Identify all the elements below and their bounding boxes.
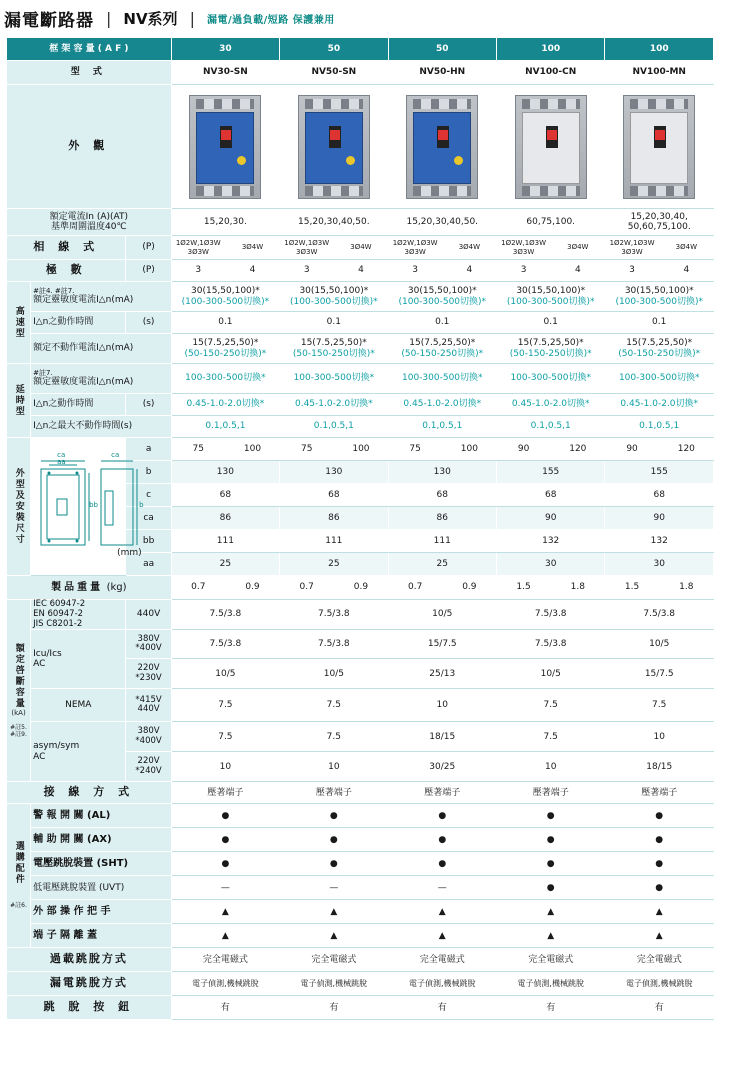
bc-value: 7.5/3.8 [171, 630, 279, 659]
hs-op-label: I△n之動作時間 [31, 312, 126, 334]
hs-sens-row [7, 282, 714, 312]
dim-value: 68 [171, 484, 279, 507]
dim-value: 25 [388, 553, 496, 576]
bc-value: 7.5/3.8 [171, 600, 279, 630]
rated-value: 15,20,30,40,50. [388, 209, 496, 236]
dim-row-a [7, 438, 714, 461]
bc-row-1 [7, 600, 714, 630]
leak-value: 電子偵測,機械跳脫 [605, 972, 714, 996]
terminal-value: 壓著端子 [171, 782, 279, 804]
hs-sens-value: 30(15,50,100)* (100-300-500切換)* [388, 282, 496, 312]
poles-value: 4 [225, 260, 279, 282]
hs-sens-value: 30(15,50,100)* (100-300-500切換)* [605, 282, 714, 312]
overload-label: 過載跳脫方式 [7, 948, 172, 972]
bc-value: 7.5 [171, 689, 279, 722]
trip-value: 有 [496, 996, 604, 1020]
bc-value: 7.5 [605, 689, 714, 722]
option-label: 低電壓跳脫裝置 (UVT) [31, 876, 172, 900]
dl-op-label: I△n之動作時間 [31, 394, 126, 416]
option-label: 外 部 操 作 把 手 [31, 900, 172, 924]
weight-value: 0.7 [171, 576, 225, 600]
bc-row-4 [7, 689, 714, 722]
option-value: ▲ [605, 900, 714, 924]
option-value: ● [496, 852, 604, 876]
terminal-value: 壓著端子 [280, 782, 388, 804]
bc-nema: NEMA [31, 689, 126, 722]
hs-non-label: 額定不動作電流I△n(mA) [31, 334, 172, 364]
dl-sens-value: 100-300-500切換* [280, 364, 388, 394]
hs-non-value: 15(7.5,25,50)* (50-150-250切換)* [171, 334, 279, 364]
dim-value: 100 [442, 438, 496, 461]
option-value: — [388, 876, 496, 900]
option-value: ▲ [605, 924, 714, 948]
terminal-row [7, 782, 714, 804]
bc-value: 15/7.5 [605, 659, 714, 689]
dim-value: 90 [605, 507, 714, 530]
hs-sens-value: 30(15,50,100)* (100-300-500切換)* [496, 282, 604, 312]
bc-value: 7.5/3.8 [605, 600, 714, 630]
phase-value: 1Ø2W,1Ø3W 3Ø3W [496, 236, 550, 260]
title-separator: | [106, 8, 112, 28]
af-value: 50 [280, 38, 388, 61]
dim-key: a [126, 438, 171, 461]
dl-op-value: 0.45-1.0-2.0切換* [280, 394, 388, 416]
phase-row [7, 236, 714, 260]
dim-value: 86 [388, 507, 496, 530]
opt-row-sht [7, 852, 714, 876]
model-label: 型 式 [7, 61, 172, 85]
product-photo [605, 85, 714, 209]
poles-value: 4 [334, 260, 388, 282]
dl-sens-label: #註7. 額定靈敏度電流I△n(mA) [31, 364, 172, 394]
dims-category: 外型及安裝尺寸 [7, 438, 31, 576]
option-value: ● [171, 852, 279, 876]
rated-row [7, 209, 714, 236]
option-value: — [171, 876, 279, 900]
dim-key: aa [126, 553, 171, 576]
option-value: — [280, 876, 388, 900]
option-value: ▲ [280, 924, 388, 948]
bc-asym: asym/sym AC [31, 722, 126, 782]
dim-value: 86 [171, 507, 279, 530]
dim-value: 130 [280, 461, 388, 484]
terminal-value: 壓著端子 [388, 782, 496, 804]
weight-value: 1.5 [496, 576, 550, 600]
option-value: ▲ [496, 900, 604, 924]
phase-value: 3Ø4W [551, 236, 605, 260]
model-row [7, 61, 714, 85]
product-photo [496, 85, 604, 209]
diagram-label: aa [57, 457, 66, 466]
dim-value: 30 [496, 553, 604, 576]
poles-value: 3 [388, 260, 442, 282]
option-value: ● [605, 852, 714, 876]
option-value: ● [388, 828, 496, 852]
hs-sens-label: #註4. #註7. 額定靈敏度電流I△n(mA) [31, 282, 172, 312]
weight-value: 1.5 [605, 576, 659, 600]
bc-icu: Icu/Ics AC [31, 630, 126, 689]
dim-value: 68 [605, 484, 714, 507]
poles-value: 3 [171, 260, 225, 282]
option-value: ● [605, 876, 714, 900]
bc-value: 15/7.5 [388, 630, 496, 659]
bc-voltage: 380V *400V [126, 630, 171, 659]
option-value: ● [388, 852, 496, 876]
rated-value: 15,20,30,40, 50,60,75,100. [605, 209, 714, 236]
option-value: ● [280, 828, 388, 852]
hs-non-value: 15(7.5,25,50)* (50-150-250切換)* [280, 334, 388, 364]
option-label: 電壓跳脫裝置 (SHT) [31, 852, 172, 876]
option-label: 輔 助 開 關 (AX) [31, 828, 172, 852]
terminal-value: 壓著端子 [496, 782, 604, 804]
poles-value: 3 [280, 260, 334, 282]
option-value: ▲ [388, 900, 496, 924]
option-value: ● [605, 828, 714, 852]
option-value: ● [496, 828, 604, 852]
breaking-category: 額定啓斷容量 (kA) #註5. #註9. [7, 600, 31, 782]
opt-row-ax [7, 828, 714, 852]
bc-value: 10/5 [496, 659, 604, 689]
hs-op-unit: (s) [126, 312, 171, 334]
dl-max-value: 0.1,0.5,1 [496, 416, 604, 438]
af-value: 100 [496, 38, 604, 61]
weight-value: 1.8 [659, 576, 713, 600]
terminal-value: 壓著端子 [605, 782, 714, 804]
appearance-row [7, 85, 714, 209]
dim-value: 68 [388, 484, 496, 507]
model-value: NV100-MN [605, 61, 714, 85]
bc-value: 10 [605, 722, 714, 752]
page-subtitle: 漏電/過負載/短路 保護兼用 [206, 14, 335, 26]
bc-value: 18/15 [605, 752, 714, 782]
leak-value: 電子偵測,機械跳脫 [496, 972, 604, 996]
poles-value: 4 [551, 260, 605, 282]
hs-op-value: 0.1 [388, 312, 496, 334]
model-value: NV50-SN [280, 61, 388, 85]
hs-non-value: 15(7.5,25,50)* (50-150-250切換)* [605, 334, 714, 364]
option-value: ● [280, 852, 388, 876]
dl-sens-value: 100-300-500切換* [171, 364, 279, 394]
dl-max-label: I△n之最大不動作時間(s) [31, 416, 172, 438]
hs-op-value: 0.1 [496, 312, 604, 334]
dim-value: 75 [388, 438, 442, 461]
dl-sens-value: 100-300-500切換* [388, 364, 496, 394]
phase-value: 3Ø4W [225, 236, 279, 260]
trip-value: 有 [388, 996, 496, 1020]
dl-max-value: 0.1,0.5,1 [605, 416, 714, 438]
options-category: 選購配件 #註6. [7, 804, 31, 948]
bc-value: 7.5 [171, 722, 279, 752]
bc-row-2 [7, 630, 714, 659]
bc-value: 7.5 [280, 722, 388, 752]
bc-standard: IEC 60947-2 EN 60947-2 JIS C8201-2 [31, 600, 126, 630]
dim-key: b [126, 461, 171, 484]
bc-value: 10/5 [605, 630, 714, 659]
hs-non-row [7, 334, 714, 364]
dim-value: 90 [496, 438, 550, 461]
phase-value: 3Ø4W [334, 236, 388, 260]
dl-sens-value: 100-300-500切換* [605, 364, 714, 394]
af-value: 50 [388, 38, 496, 61]
hs-op-value: 0.1 [605, 312, 714, 334]
af-row [7, 38, 714, 61]
appearance-label: 外 觀 [7, 85, 172, 209]
highspeed-category: 高速型 [7, 282, 31, 364]
page-title: 漏電斷路器 [4, 10, 94, 31]
dim-value: 100 [334, 438, 388, 461]
poles-value: 4 [659, 260, 713, 282]
overload-row [7, 948, 714, 972]
dl-op-value: 0.45-1.0-2.0切換* [605, 394, 714, 416]
bc-value: 10/5 [171, 659, 279, 689]
af-value: 100 [605, 38, 714, 61]
leak-label: 漏電跳脫方式 [7, 972, 172, 996]
poles-row [7, 260, 714, 282]
weight-value: 0.7 [280, 576, 334, 600]
model-value: NV100-CN [496, 61, 604, 85]
dl-max-value: 0.1,0.5,1 [171, 416, 279, 438]
phase-value: 1Ø2W,1Ø3W 3Ø3W [171, 236, 225, 260]
rated-value: 15,20,30,40,50. [280, 209, 388, 236]
poles-value: 4 [442, 260, 496, 282]
weight-label: 製品重量 (kg) [7, 576, 172, 600]
overload-value: 完全電磁式 [605, 948, 714, 972]
dim-value: 75 [280, 438, 334, 461]
bc-value: 7.5 [280, 689, 388, 722]
bc-voltage: 220V *240V [126, 752, 171, 782]
dl-op-row [7, 394, 714, 416]
phase-unit: (P) [126, 236, 171, 260]
dim-value: 111 [388, 530, 496, 553]
bc-row-5 [7, 722, 714, 752]
bc-value: 7.5/3.8 [280, 630, 388, 659]
poles-value: 3 [605, 260, 659, 282]
bc-value: 10 [171, 752, 279, 782]
trip-row [7, 996, 714, 1020]
dl-sens-row [7, 364, 714, 394]
bc-value: 7.5 [496, 689, 604, 722]
series-name: NV系列 [123, 9, 178, 28]
dim-key: ca [126, 507, 171, 530]
trip-value: 有 [171, 996, 279, 1020]
bc-value: 10/5 [280, 659, 388, 689]
product-photo [280, 85, 388, 209]
overload-value: 完全電磁式 [388, 948, 496, 972]
bc-voltage: 380V *400V [126, 722, 171, 752]
terminal-label: 接 線 方 式 [7, 782, 172, 804]
diagram-label: bb [89, 500, 98, 509]
phase-value: 3Ø4W [659, 236, 713, 260]
weight-value: 0.9 [225, 576, 279, 600]
option-value: ● [388, 804, 496, 828]
dim-value: 25 [280, 553, 388, 576]
dl-max-row [7, 416, 714, 438]
bc-voltage: 220V *230V [126, 659, 171, 689]
af-value: 30 [171, 38, 279, 61]
leak-value: 電子偵測,機械跳脫 [280, 972, 388, 996]
option-value: ● [496, 804, 604, 828]
product-photo [388, 85, 496, 209]
option-label: 警 報 開 關 (AL) [31, 804, 172, 828]
poles-value: 3 [496, 260, 550, 282]
diagram-label: ca [57, 450, 66, 459]
dim-value: 132 [496, 530, 604, 553]
dl-op-value: 0.45-1.0-2.0切換* [496, 394, 604, 416]
phase-value: 1Ø2W,1Ø3W 3Ø3W [605, 236, 659, 260]
trip-value: 有 [605, 996, 714, 1020]
dl-sens-value: 100-300-500切換* [496, 364, 604, 394]
opt-row-handle [7, 900, 714, 924]
dim-value: 130 [171, 461, 279, 484]
spec-table [6, 37, 714, 1020]
trip-label: 跳 脫 按 鈕 [7, 996, 172, 1020]
dim-value: 90 [496, 507, 604, 530]
bc-value: 7.5/3.8 [496, 600, 604, 630]
leak-value: 電子偵測,機械跳脫 [388, 972, 496, 996]
bc-value: 25/13 [388, 659, 496, 689]
hs-op-value: 0.1 [171, 312, 279, 334]
bc-value: 18/15 [388, 722, 496, 752]
diagram-label: ca [111, 450, 120, 459]
dim-value: 111 [171, 530, 279, 553]
dl-max-value: 0.1,0.5,1 [280, 416, 388, 438]
option-value: ▲ [171, 900, 279, 924]
bc-voltage: 440V [126, 600, 171, 630]
page-header [4, 4, 335, 32]
dl-op-unit: (s) [126, 394, 171, 416]
leak-row [7, 972, 714, 996]
option-value: ● [171, 804, 279, 828]
option-value: ▲ [496, 924, 604, 948]
bc-value: 7.5/3.8 [496, 630, 604, 659]
dim-value: 90 [605, 438, 659, 461]
dim-value: 25 [171, 553, 279, 576]
rated-label: 額定電流In (A)(AT) 基準周圍溫度40℃ [7, 209, 172, 236]
option-value: ▲ [388, 924, 496, 948]
dim-value: 120 [659, 438, 713, 461]
overload-value: 完全電磁式 [496, 948, 604, 972]
dim-value: 130 [388, 461, 496, 484]
diagram-label: b [139, 500, 144, 509]
dim-value: 111 [280, 530, 388, 553]
opt-row-cover [7, 924, 714, 948]
model-value: NV50-HN [388, 61, 496, 85]
weight-value: 0.9 [442, 576, 496, 600]
dimension-diagram [31, 438, 144, 576]
dl-op-value: 0.45-1.0-2.0切換* [388, 394, 496, 416]
leak-value: 電子偵測,機械跳脫 [171, 972, 279, 996]
option-value: ▲ [171, 924, 279, 948]
dim-value: 155 [496, 461, 604, 484]
dim-value: 68 [496, 484, 604, 507]
dl-op-value: 0.45-1.0-2.0切換* [171, 394, 279, 416]
opt-row-uvt [7, 876, 714, 900]
af-label: 框 架 容 量 ( A F ) [7, 38, 172, 61]
dim-value: 155 [605, 461, 714, 484]
rated-value: 15,20,30. [171, 209, 279, 236]
hs-op-value: 0.1 [280, 312, 388, 334]
poles-label: 極 數 [7, 260, 126, 282]
phase-label: 相 線 式 [7, 236, 126, 260]
rated-value: 60,75,100. [496, 209, 604, 236]
option-value: ● [280, 804, 388, 828]
dim-key: c [126, 484, 171, 507]
dim-value: 68 [280, 484, 388, 507]
phase-value: 3Ø4W [442, 236, 496, 260]
bc-value: 30/25 [388, 752, 496, 782]
bc-value: 10 [280, 752, 388, 782]
hs-op-row [7, 312, 714, 334]
weight-value: 1.8 [551, 576, 605, 600]
option-label: 端 子 隔 離 蓋 [31, 924, 172, 948]
hs-non-value: 15(7.5,25,50)* (50-150-250切換)* [388, 334, 496, 364]
dl-max-value: 0.1,0.5,1 [388, 416, 496, 438]
dim-key: bb [126, 530, 171, 553]
option-value: ● [605, 804, 714, 828]
weight-row [7, 576, 714, 600]
dim-value: 75 [171, 438, 225, 461]
model-value: NV30-SN [171, 61, 279, 85]
opt-row-al [7, 804, 714, 828]
option-value: ● [496, 876, 604, 900]
dim-value: 86 [280, 507, 388, 530]
hs-non-value: 15(7.5,25,50)* (50-150-250切換)* [496, 334, 604, 364]
dim-value: 120 [551, 438, 605, 461]
bc-value: 10 [496, 752, 604, 782]
phase-value: 1Ø2W,1Ø3W 3Ø3W [388, 236, 442, 260]
title-separator: | [189, 8, 195, 28]
weight-value: 0.9 [334, 576, 388, 600]
dims-unit: (mm) [117, 547, 142, 558]
dim-value: 100 [225, 438, 279, 461]
bc-value: 7.5/3.8 [280, 600, 388, 630]
hs-sens-value: 30(15,50,100)* (100-300-500切換)* [280, 282, 388, 312]
hs-sens-value: 30(15,50,100)* (100-300-500切換)* [171, 282, 279, 312]
overload-value: 完全電磁式 [171, 948, 279, 972]
option-value: ▲ [280, 900, 388, 924]
phase-value: 1Ø2W,1Ø3W 3Ø3W [280, 236, 334, 260]
bc-value: 7.5 [496, 722, 604, 752]
dim-value: 132 [605, 530, 714, 553]
weight-value: 0.7 [388, 576, 442, 600]
overload-value: 完全電磁式 [280, 948, 388, 972]
bc-value: 10/5 [388, 600, 496, 630]
dim-value: 30 [605, 553, 714, 576]
bc-voltage: *415V 440V [126, 689, 171, 722]
option-value: ● [171, 828, 279, 852]
bc-value: 10 [388, 689, 496, 722]
delay-category: 延時型 [7, 364, 31, 438]
trip-value: 有 [280, 996, 388, 1020]
poles-unit: (P) [126, 260, 171, 282]
product-photo [171, 85, 279, 209]
